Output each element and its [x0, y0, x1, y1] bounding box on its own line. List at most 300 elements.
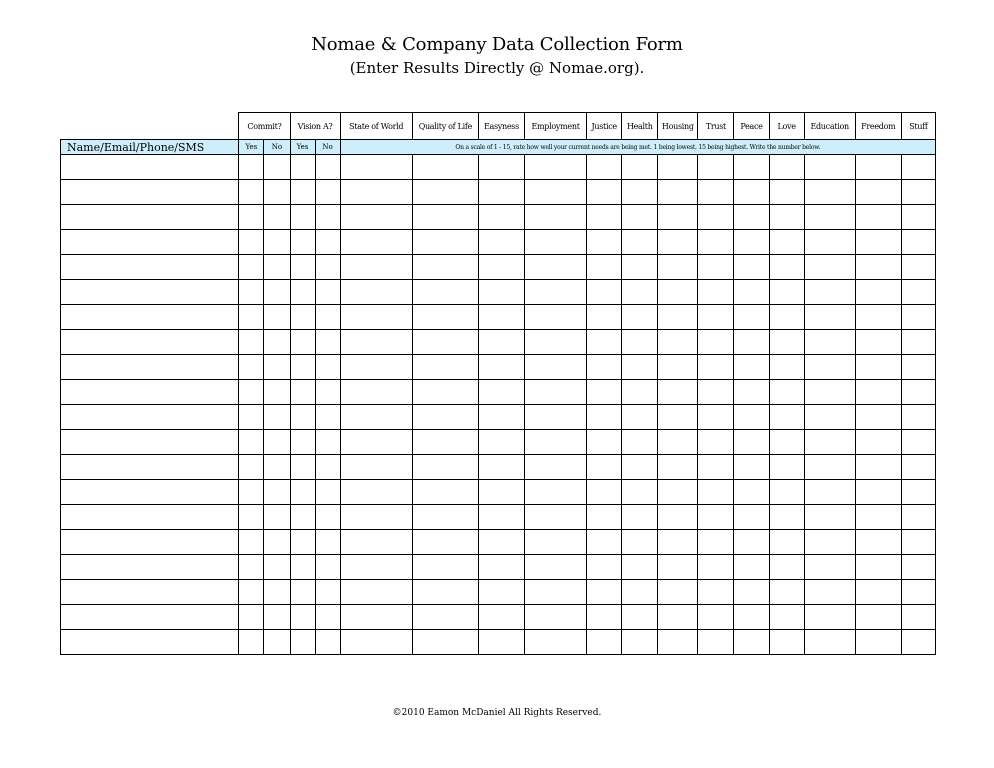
entry-cell[interactable]	[412, 330, 478, 355]
name-entry-cell[interactable]	[61, 580, 239, 605]
entry-cell[interactable]	[734, 330, 769, 355]
entry-cell[interactable]	[340, 280, 412, 305]
entry-cell[interactable]	[478, 455, 524, 480]
entry-cell[interactable]	[412, 255, 478, 280]
entry-cell[interactable]	[855, 555, 901, 580]
entry-cell[interactable]	[804, 155, 855, 180]
entry-cell[interactable]	[264, 605, 290, 630]
name-entry-cell[interactable]	[61, 155, 239, 180]
entry-cell[interactable]	[264, 480, 290, 505]
entry-cell[interactable]	[315, 555, 340, 580]
entry-cell[interactable]	[769, 230, 804, 255]
entry-cell[interactable]	[412, 430, 478, 455]
entry-cell[interactable]	[804, 330, 855, 355]
entry-cell[interactable]	[340, 355, 412, 380]
entry-cell[interactable]	[658, 530, 698, 555]
entry-cell[interactable]	[901, 305, 935, 330]
entry-cell[interactable]	[698, 305, 734, 330]
entry-cell[interactable]	[622, 480, 658, 505]
entry-cell[interactable]	[804, 455, 855, 480]
entry-cell[interactable]	[478, 330, 524, 355]
entry-cell[interactable]	[524, 380, 586, 405]
entry-cell[interactable]	[901, 630, 935, 655]
entry-cell[interactable]	[622, 330, 658, 355]
entry-cell[interactable]	[769, 455, 804, 480]
entry-cell[interactable]	[698, 280, 734, 305]
entry-cell[interactable]	[524, 480, 586, 505]
entry-cell[interactable]	[769, 430, 804, 455]
entry-cell[interactable]	[587, 180, 622, 205]
entry-cell[interactable]	[412, 155, 478, 180]
entry-cell[interactable]	[290, 530, 315, 555]
entry-cell[interactable]	[239, 180, 264, 205]
entry-cell[interactable]	[734, 480, 769, 505]
entry-cell[interactable]	[658, 355, 698, 380]
entry-cell[interactable]	[478, 580, 524, 605]
entry-cell[interactable]	[855, 530, 901, 555]
entry-cell[interactable]	[264, 580, 290, 605]
entry-cell[interactable]	[734, 555, 769, 580]
entry-cell[interactable]	[622, 405, 658, 430]
entry-cell[interactable]	[698, 355, 734, 380]
entry-cell[interactable]	[658, 380, 698, 405]
entry-cell[interactable]	[315, 605, 340, 630]
entry-cell[interactable]	[239, 605, 264, 630]
entry-cell[interactable]	[734, 455, 769, 480]
entry-cell[interactable]	[239, 555, 264, 580]
entry-cell[interactable]	[412, 180, 478, 205]
entry-cell[interactable]	[901, 555, 935, 580]
entry-cell[interactable]	[658, 305, 698, 330]
entry-cell[interactable]	[587, 530, 622, 555]
entry-cell[interactable]	[734, 605, 769, 630]
entry-cell[interactable]	[478, 355, 524, 380]
entry-cell[interactable]	[698, 405, 734, 430]
entry-cell[interactable]	[901, 605, 935, 630]
entry-cell[interactable]	[698, 605, 734, 630]
entry-cell[interactable]	[524, 305, 586, 330]
entry-cell[interactable]	[340, 205, 412, 230]
entry-cell[interactable]	[622, 155, 658, 180]
name-entry-cell[interactable]	[61, 480, 239, 505]
entry-cell[interactable]	[769, 630, 804, 655]
entry-cell[interactable]	[769, 205, 804, 230]
entry-cell[interactable]	[658, 480, 698, 505]
entry-cell[interactable]	[264, 355, 290, 380]
entry-cell[interactable]	[901, 280, 935, 305]
name-entry-cell[interactable]	[61, 305, 239, 330]
entry-cell[interactable]	[658, 455, 698, 480]
entry-cell[interactable]	[698, 630, 734, 655]
entry-cell[interactable]	[239, 155, 264, 180]
entry-cell[interactable]	[698, 230, 734, 255]
entry-cell[interactable]	[734, 205, 769, 230]
entry-cell[interactable]	[734, 630, 769, 655]
entry-cell[interactable]	[340, 230, 412, 255]
entry-cell[interactable]	[264, 280, 290, 305]
entry-cell[interactable]	[622, 305, 658, 330]
entry-cell[interactable]	[698, 255, 734, 280]
entry-cell[interactable]	[901, 480, 935, 505]
entry-cell[interactable]	[239, 480, 264, 505]
entry-cell[interactable]	[315, 455, 340, 480]
entry-cell[interactable]	[290, 455, 315, 480]
entry-cell[interactable]	[340, 255, 412, 280]
entry-cell[interactable]	[340, 430, 412, 455]
entry-cell[interactable]	[658, 280, 698, 305]
entry-cell[interactable]	[264, 230, 290, 255]
entry-cell[interactable]	[239, 455, 264, 480]
entry-cell[interactable]	[340, 455, 412, 480]
entry-cell[interactable]	[290, 155, 315, 180]
entry-cell[interactable]	[239, 305, 264, 330]
name-entry-cell[interactable]	[61, 205, 239, 230]
entry-cell[interactable]	[290, 280, 315, 305]
entry-cell[interactable]	[658, 555, 698, 580]
entry-cell[interactable]	[315, 330, 340, 355]
entry-cell[interactable]	[658, 505, 698, 530]
entry-cell[interactable]	[524, 605, 586, 630]
entry-cell[interactable]	[658, 405, 698, 430]
entry-cell[interactable]	[804, 405, 855, 430]
entry-cell[interactable]	[804, 505, 855, 530]
entry-cell[interactable]	[264, 455, 290, 480]
entry-cell[interactable]	[804, 205, 855, 230]
entry-cell[interactable]	[658, 630, 698, 655]
entry-cell[interactable]	[340, 630, 412, 655]
entry-cell[interactable]	[264, 155, 290, 180]
entry-cell[interactable]	[901, 155, 935, 180]
entry-cell[interactable]	[901, 205, 935, 230]
entry-cell[interactable]	[622, 630, 658, 655]
entry-cell[interactable]	[698, 155, 734, 180]
entry-cell[interactable]	[340, 330, 412, 355]
entry-cell[interactable]	[587, 280, 622, 305]
entry-cell[interactable]	[804, 305, 855, 330]
entry-cell[interactable]	[524, 530, 586, 555]
entry-cell[interactable]	[769, 180, 804, 205]
entry-cell[interactable]	[698, 530, 734, 555]
entry-cell[interactable]	[622, 505, 658, 530]
entry-cell[interactable]	[855, 355, 901, 380]
entry-cell[interactable]	[412, 530, 478, 555]
entry-cell[interactable]	[769, 580, 804, 605]
entry-cell[interactable]	[264, 380, 290, 405]
entry-cell[interactable]	[734, 230, 769, 255]
entry-cell[interactable]	[698, 180, 734, 205]
entry-cell[interactable]	[290, 205, 315, 230]
entry-cell[interactable]	[804, 530, 855, 555]
entry-cell[interactable]	[855, 155, 901, 180]
entry-cell[interactable]	[524, 555, 586, 580]
entry-cell[interactable]	[239, 580, 264, 605]
entry-cell[interactable]	[804, 480, 855, 505]
entry-cell[interactable]	[622, 280, 658, 305]
entry-cell[interactable]	[698, 380, 734, 405]
entry-cell[interactable]	[315, 630, 340, 655]
entry-cell[interactable]	[264, 180, 290, 205]
entry-cell[interactable]	[804, 555, 855, 580]
entry-cell[interactable]	[698, 505, 734, 530]
entry-cell[interactable]	[412, 305, 478, 330]
entry-cell[interactable]	[587, 155, 622, 180]
entry-cell[interactable]	[804, 380, 855, 405]
entry-cell[interactable]	[698, 455, 734, 480]
entry-cell[interactable]	[804, 580, 855, 605]
entry-cell[interactable]	[290, 630, 315, 655]
entry-cell[interactable]	[478, 405, 524, 430]
entry-cell[interactable]	[734, 430, 769, 455]
entry-cell[interactable]	[622, 455, 658, 480]
entry-cell[interactable]	[769, 380, 804, 405]
entry-cell[interactable]	[855, 505, 901, 530]
name-entry-cell[interactable]	[61, 280, 239, 305]
entry-cell[interactable]	[239, 205, 264, 230]
entry-cell[interactable]	[290, 405, 315, 430]
entry-cell[interactable]	[587, 330, 622, 355]
entry-cell[interactable]	[239, 280, 264, 305]
entry-cell[interactable]	[290, 255, 315, 280]
entry-cell[interactable]	[315, 355, 340, 380]
entry-cell[interactable]	[855, 405, 901, 430]
entry-cell[interactable]	[239, 405, 264, 430]
name-entry-cell[interactable]	[61, 405, 239, 430]
entry-cell[interactable]	[804, 430, 855, 455]
entry-cell[interactable]	[524, 330, 586, 355]
entry-cell[interactable]	[315, 505, 340, 530]
entry-cell[interactable]	[524, 230, 586, 255]
entry-cell[interactable]	[524, 280, 586, 305]
entry-cell[interactable]	[855, 280, 901, 305]
name-entry-cell[interactable]	[61, 255, 239, 280]
entry-cell[interactable]	[239, 355, 264, 380]
entry-cell[interactable]	[804, 255, 855, 280]
entry-cell[interactable]	[698, 330, 734, 355]
entry-cell[interactable]	[412, 280, 478, 305]
entry-cell[interactable]	[855, 230, 901, 255]
entry-cell[interactable]	[290, 180, 315, 205]
entry-cell[interactable]	[698, 580, 734, 605]
entry-cell[interactable]	[478, 280, 524, 305]
entry-cell[interactable]	[658, 205, 698, 230]
entry-cell[interactable]	[855, 580, 901, 605]
entry-cell[interactable]	[340, 405, 412, 430]
entry-cell[interactable]	[855, 605, 901, 630]
entry-cell[interactable]	[587, 505, 622, 530]
entry-cell[interactable]	[524, 255, 586, 280]
entry-cell[interactable]	[315, 305, 340, 330]
entry-cell[interactable]	[315, 230, 340, 255]
name-entry-cell[interactable]	[61, 430, 239, 455]
entry-cell[interactable]	[769, 305, 804, 330]
entry-cell[interactable]	[315, 405, 340, 430]
entry-cell[interactable]	[239, 380, 264, 405]
entry-cell[interactable]	[587, 455, 622, 480]
entry-cell[interactable]	[524, 405, 586, 430]
entry-cell[interactable]	[315, 430, 340, 455]
entry-cell[interactable]	[290, 480, 315, 505]
entry-cell[interactable]	[524, 430, 586, 455]
entry-cell[interactable]	[340, 530, 412, 555]
entry-cell[interactable]	[587, 405, 622, 430]
entry-cell[interactable]	[901, 580, 935, 605]
entry-cell[interactable]	[340, 155, 412, 180]
entry-cell[interactable]	[478, 480, 524, 505]
entry-cell[interactable]	[315, 255, 340, 280]
entry-cell[interactable]	[622, 430, 658, 455]
entry-cell[interactable]	[855, 255, 901, 280]
entry-cell[interactable]	[901, 330, 935, 355]
entry-cell[interactable]	[734, 380, 769, 405]
entry-cell[interactable]	[855, 180, 901, 205]
entry-cell[interactable]	[315, 280, 340, 305]
entry-cell[interactable]	[658, 580, 698, 605]
entry-cell[interactable]	[734, 355, 769, 380]
entry-cell[interactable]	[734, 530, 769, 555]
entry-cell[interactable]	[478, 155, 524, 180]
entry-cell[interactable]	[587, 355, 622, 380]
entry-cell[interactable]	[264, 630, 290, 655]
entry-cell[interactable]	[901, 430, 935, 455]
entry-cell[interactable]	[478, 605, 524, 630]
entry-cell[interactable]	[901, 355, 935, 380]
entry-cell[interactable]	[855, 630, 901, 655]
entry-cell[interactable]	[769, 405, 804, 430]
entry-cell[interactable]	[587, 605, 622, 630]
entry-cell[interactable]	[622, 530, 658, 555]
entry-cell[interactable]	[340, 305, 412, 330]
entry-cell[interactable]	[587, 205, 622, 230]
entry-cell[interactable]	[587, 230, 622, 255]
entry-cell[interactable]	[239, 330, 264, 355]
entry-cell[interactable]	[315, 480, 340, 505]
entry-cell[interactable]	[658, 330, 698, 355]
entry-cell[interactable]	[698, 480, 734, 505]
name-entry-cell[interactable]	[61, 630, 239, 655]
entry-cell[interactable]	[412, 455, 478, 480]
entry-cell[interactable]	[315, 530, 340, 555]
entry-cell[interactable]	[239, 230, 264, 255]
entry-cell[interactable]	[622, 380, 658, 405]
entry-cell[interactable]	[769, 530, 804, 555]
entry-cell[interactable]	[264, 305, 290, 330]
entry-cell[interactable]	[855, 430, 901, 455]
entry-cell[interactable]	[340, 580, 412, 605]
entry-cell[interactable]	[478, 380, 524, 405]
entry-cell[interactable]	[698, 205, 734, 230]
entry-cell[interactable]	[290, 580, 315, 605]
entry-cell[interactable]	[769, 330, 804, 355]
entry-cell[interactable]	[524, 180, 586, 205]
entry-cell[interactable]	[478, 555, 524, 580]
entry-cell[interactable]	[587, 555, 622, 580]
entry-cell[interactable]	[290, 230, 315, 255]
entry-cell[interactable]	[587, 255, 622, 280]
entry-cell[interactable]	[315, 180, 340, 205]
entry-cell[interactable]	[264, 430, 290, 455]
entry-cell[interactable]	[478, 630, 524, 655]
entry-cell[interactable]	[478, 230, 524, 255]
entry-cell[interactable]	[658, 180, 698, 205]
entry-cell[interactable]	[658, 255, 698, 280]
entry-cell[interactable]	[804, 230, 855, 255]
name-entry-cell[interactable]	[61, 605, 239, 630]
entry-cell[interactable]	[524, 630, 586, 655]
entry-cell[interactable]	[264, 405, 290, 430]
entry-cell[interactable]	[478, 430, 524, 455]
entry-cell[interactable]	[478, 530, 524, 555]
entry-cell[interactable]	[901, 530, 935, 555]
entry-cell[interactable]	[622, 230, 658, 255]
entry-cell[interactable]	[315, 380, 340, 405]
entry-cell[interactable]	[315, 205, 340, 230]
entry-cell[interactable]	[855, 305, 901, 330]
entry-cell[interactable]	[734, 405, 769, 430]
entry-cell[interactable]	[264, 255, 290, 280]
entry-cell[interactable]	[412, 205, 478, 230]
entry-cell[interactable]	[622, 355, 658, 380]
entry-cell[interactable]	[734, 505, 769, 530]
entry-cell[interactable]	[587, 480, 622, 505]
entry-cell[interactable]	[587, 630, 622, 655]
entry-cell[interactable]	[804, 605, 855, 630]
entry-cell[interactable]	[478, 305, 524, 330]
entry-cell[interactable]	[698, 555, 734, 580]
entry-cell[interactable]	[290, 355, 315, 380]
entry-cell[interactable]	[412, 355, 478, 380]
name-entry-cell[interactable]	[61, 505, 239, 530]
entry-cell[interactable]	[658, 230, 698, 255]
entry-cell[interactable]	[769, 355, 804, 380]
entry-cell[interactable]	[658, 430, 698, 455]
entry-cell[interactable]	[239, 255, 264, 280]
entry-cell[interactable]	[340, 555, 412, 580]
entry-cell[interactable]	[734, 180, 769, 205]
entry-cell[interactable]	[855, 455, 901, 480]
entry-cell[interactable]	[264, 555, 290, 580]
entry-cell[interactable]	[734, 580, 769, 605]
entry-cell[interactable]	[524, 155, 586, 180]
entry-cell[interactable]	[412, 480, 478, 505]
name-entry-cell[interactable]	[61, 330, 239, 355]
entry-cell[interactable]	[315, 580, 340, 605]
entry-cell[interactable]	[524, 505, 586, 530]
entry-cell[interactable]	[290, 380, 315, 405]
name-entry-cell[interactable]	[61, 355, 239, 380]
entry-cell[interactable]	[804, 630, 855, 655]
entry-cell[interactable]	[587, 305, 622, 330]
entry-cell[interactable]	[734, 305, 769, 330]
entry-cell[interactable]	[769, 555, 804, 580]
entry-cell[interactable]	[239, 530, 264, 555]
entry-cell[interactable]	[804, 180, 855, 205]
entry-cell[interactable]	[587, 580, 622, 605]
entry-cell[interactable]	[901, 505, 935, 530]
entry-cell[interactable]	[658, 605, 698, 630]
entry-cell[interactable]	[524, 580, 586, 605]
entry-cell[interactable]	[315, 155, 340, 180]
entry-cell[interactable]	[855, 380, 901, 405]
entry-cell[interactable]	[769, 255, 804, 280]
entry-cell[interactable]	[412, 380, 478, 405]
entry-cell[interactable]	[734, 280, 769, 305]
name-entry-cell[interactable]	[61, 230, 239, 255]
entry-cell[interactable]	[264, 505, 290, 530]
entry-cell[interactable]	[901, 380, 935, 405]
entry-cell[interactable]	[901, 180, 935, 205]
entry-cell[interactable]	[239, 505, 264, 530]
entry-cell[interactable]	[901, 455, 935, 480]
